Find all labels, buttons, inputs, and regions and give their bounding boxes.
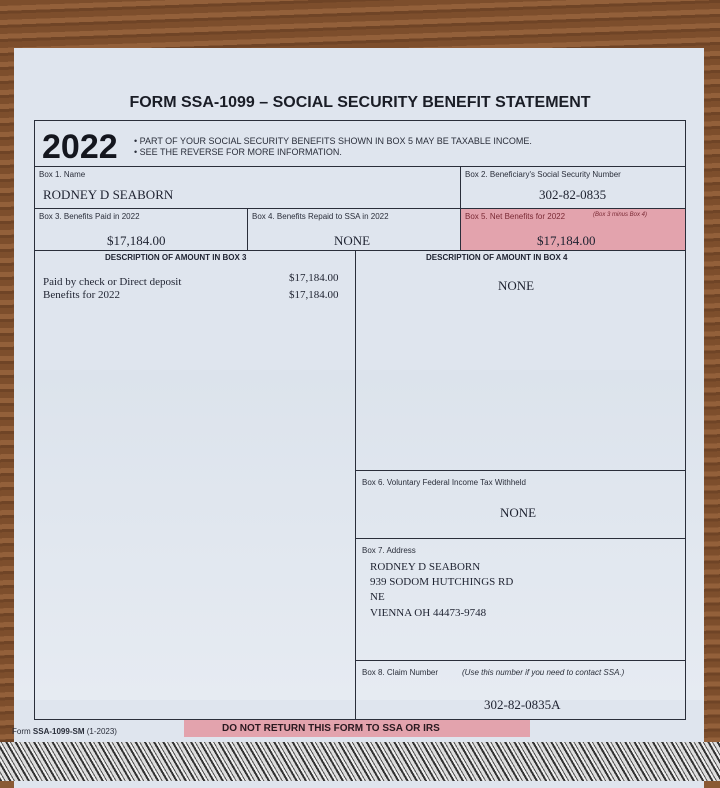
- form-title: FORM SSA-1099 – SOCIAL SECURITY BENEFIT STATEMENT: [129, 94, 591, 111]
- address-line: RODNEY D SEABORN: [370, 561, 481, 573]
- box2-label: Box 2. Beneficiary's Social Security Number: [465, 170, 621, 179]
- form-id: [12, 727, 117, 736]
- form-prefix: Form: [12, 727, 31, 736]
- box1-label: Box 1. Name: [39, 170, 86, 179]
- box7: [355, 538, 686, 661]
- box4-label: Box 4. Benefits Repaid to SSA in 2022: [252, 212, 389, 221]
- address-line: VIENNA OH 44473-9748: [370, 607, 487, 619]
- warning-text: DO NOT RETURN THIS FORM TO SSA OR IRS: [222, 723, 440, 734]
- box4: [247, 208, 461, 251]
- desc3-row-amount: $17,184.00: [289, 289, 339, 301]
- box1: [34, 166, 461, 209]
- box6-label: Box 6. Voluntary Federal Income Tax Withheld: [362, 478, 526, 487]
- box7-label: Box 7. Address: [362, 546, 416, 555]
- box2: [460, 166, 686, 209]
- security-pattern: [0, 742, 720, 781]
- box8: [355, 660, 686, 720]
- warning-banner: [184, 720, 530, 737]
- box5-label: Box 5. Net Benefits for 2022: [465, 212, 566, 221]
- desc3-header: DESCRIPTION OF AMOUNT IN BOX 3: [105, 253, 247, 262]
- form-revision: (1-2023): [86, 727, 117, 736]
- claim-number: 302-82-0835A: [484, 697, 561, 712]
- box8-label: Box 8. Claim Number: [362, 668, 439, 677]
- desc-box4: [355, 250, 686, 471]
- desc-box3: [34, 250, 356, 720]
- box3: [34, 208, 248, 251]
- desc3-row-amount: $17,184.00: [289, 272, 339, 284]
- box8-note: (Use this number if you need to contact SSA.): [462, 668, 625, 677]
- notice-1: • PART OF YOUR SOCIAL SECURITY BENEFITS SHOWN IN BOX 5 MAY BE TAXABLE INCOME.: [134, 136, 532, 146]
- desc3-row-label: Paid by check or Direct deposit: [43, 276, 182, 288]
- benefits-paid: $17,184.00: [107, 233, 166, 248]
- box6: [355, 470, 686, 539]
- desc4-value: NONE: [498, 278, 535, 293]
- address-line: 939 SODOM HUTCHINGS RD: [370, 576, 514, 588]
- address-line: NE: [370, 591, 385, 603]
- box3-label: Box 3. Benefits Paid in 2022: [39, 212, 140, 221]
- ssn: 302-82-0835: [539, 187, 607, 202]
- tax-year: 2022: [42, 128, 118, 166]
- box5: [460, 208, 686, 251]
- box5-sublabel: (Box 3 minus Box 4): [593, 212, 648, 218]
- notice-2: • SEE THE REVERSE FOR MORE INFORMATION.: [134, 147, 342, 157]
- form-number: SSA-1099-SM: [32, 727, 85, 736]
- desc4-header: DESCRIPTION OF AMOUNT IN BOX 4: [426, 253, 568, 262]
- tax-withheld: NONE: [500, 505, 537, 520]
- benefits-repaid: NONE: [334, 233, 371, 248]
- desc3-row-label: Benefits for 2022: [43, 289, 120, 301]
- net-benefits: $17,184.00: [537, 233, 596, 248]
- beneficiary-name: RODNEY D SEABORN: [43, 187, 174, 202]
